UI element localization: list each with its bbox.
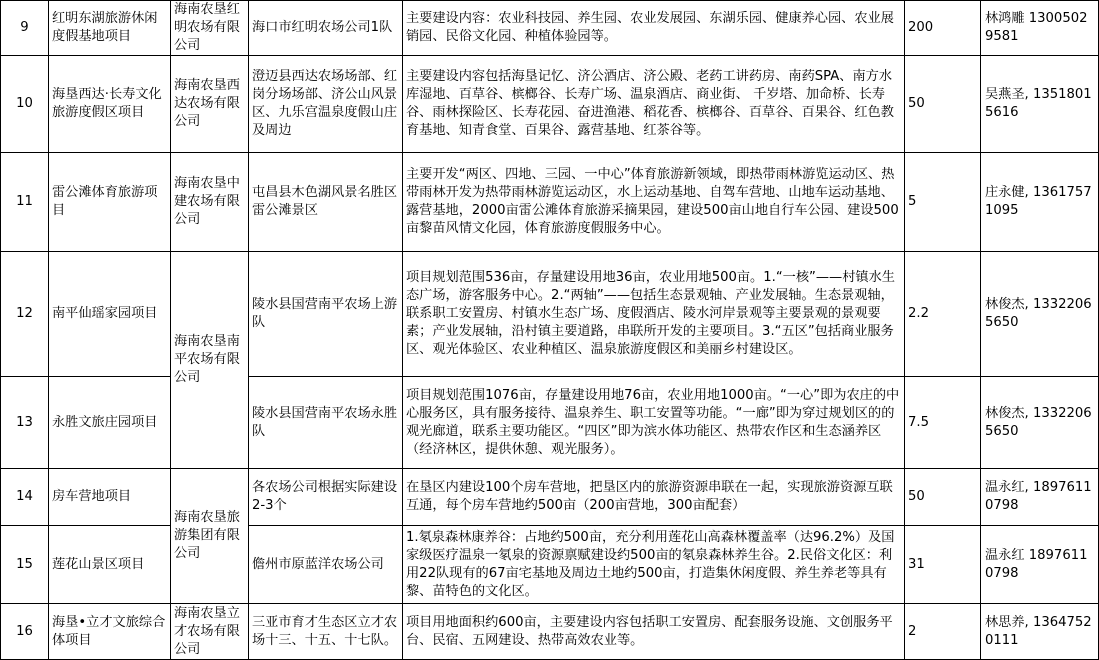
investment-amount: 200	[905, 1, 981, 56]
row-number: 15	[1, 526, 49, 604]
contact-person: 庄永健, 13617571095	[981, 153, 1099, 252]
row-number: 12	[1, 252, 49, 377]
company-name: 海南农垦西达农场有限公司	[171, 56, 249, 153]
table-row	[1, 469, 1099, 526]
table-row	[1, 526, 1099, 604]
company-name: 海南农垦红明农场有限公司	[171, 1, 249, 56]
table-row	[1, 56, 1099, 153]
investment-amount: 7.5	[905, 377, 981, 469]
project-location: 三亚市育才生态区立才农场十三、十五、十七队。	[249, 604, 403, 660]
table-row	[1, 377, 1099, 469]
project-location: 澄迈县西达农场场部、红岗分场场部、济公山风景区、九乐宫温泉度假山庄及周边	[249, 56, 403, 153]
contact-person: 林俊杰, 13322065650	[981, 377, 1099, 469]
row-number: 10	[1, 56, 49, 153]
project-name: 雷公滩体育旅游项目	[49, 153, 171, 252]
project-content: 主要开发“两区、四地、三园、一中心”体育旅游新领域，即热带雨林游览运动区、热带雨林开发为热带雨林游览运动区，水上运动基地、自驾车营地、山地车运动基地、露营基地，2000亩雷公滩体育旅游采摘果园，建设500亩山地自行车公园、建设500亩黎苗风情文化园，体育旅游度假服务中心。	[403, 153, 905, 252]
project-content: 项目用地面积约600亩，主要建设内容包括职工安置房、配套服务设施、文创服务平台、民宿、五网建设、热带高效农业等。	[403, 604, 905, 660]
project-location: 陵水县国营南平农场上游队	[249, 252, 403, 377]
row-number: 13	[1, 377, 49, 469]
investment-amount: 2	[905, 604, 981, 660]
investment-amount: 50	[905, 469, 981, 526]
project-name: 海垦•立才文旅综合体项目	[49, 604, 171, 660]
table-row	[1, 153, 1099, 252]
contact-person: 林鸿雕 13005029581	[981, 1, 1099, 56]
investment-amount: 2.2	[905, 252, 981, 377]
project-name: 永胜文旅庄园项目	[49, 377, 171, 469]
contact-person: 温永红, 18976110798	[981, 469, 1099, 526]
table-row	[1, 1, 1099, 56]
project-location: 海口市红明农场公司1队	[249, 1, 403, 56]
company-name: 海南农垦南平农场有限公司	[171, 252, 249, 469]
project-location: 屯昌县木色湖风景名胜区雷公滩景区	[249, 153, 403, 252]
project-name: 南平仙瑶家园项目	[49, 252, 171, 377]
project-content: 项目规划范围536亩，存量建设用地36亩，农业用地500亩。1.“一核”——村镇水生态广场，游客服务中心。2.“两轴”——包括生态景观轴、产业发展轴。生态景观轴，联系职工安置房、村镇水生态广场、度假酒店、陵水河岸景观等主要景观的景观要素；产业发展轴，沿村镇主要道路，串联所开发的主要项目。3.“五区”包括商业服务区、观光体验区、农业种植区、温泉旅游度假区和美丽乡村建设区。	[403, 252, 905, 377]
contact-person: 温永红 18976110798	[981, 526, 1099, 604]
investment-amount: 5	[905, 153, 981, 252]
project-location: 各农场公司根据实际建设2-3个	[249, 469, 403, 526]
row-number: 14	[1, 469, 49, 526]
project-content: 在垦区内建设100个房车营地，把垦区内的旅游资源串联在一起，实现旅游资源互联互通，每个房车营地约500亩（200亩营地，300亩配套）	[403, 469, 905, 526]
project-content: 主要建设内容包括海垦记忆、济公酒店、济公殿、老药工讲药房、南药SPA、南方水库湿地、百草谷、槟榔谷、长寿广场、温泉酒店、商业街、 千岁塔、加命桥、长寿谷、雨林探险区、长寿花园、奋进渔港、稻花香、槟榔谷、百草谷、百果谷、红色教育基地、知青食堂、百果谷、露营基地、红茶谷等。	[403, 56, 905, 153]
table-row	[1, 604, 1099, 660]
project-name: 红明东湖旅游休闲度假基地项目	[49, 1, 171, 56]
project-content: 1.氡泉森林康养谷：占地约500亩，充分利用莲花山高森林覆盖率（达96.2%）及国家级医疗温泉一氡泉的资源禀赋建设约500亩的氡泉森林养生谷。2.民俗文化区：利用22队现有的67亩宅基地及周边土地约500亩，打造集休闲度假、养生养老等具有黎、苗特色的文化区。	[403, 526, 905, 604]
project-content: 项目规划范围1076亩，存量建设用地76亩，农业用地1000亩。“一心”即为农庄的中心服务区，具有服务接待、温泉养生、职工安置等功能。“一廊”即为穿过规划区的的观光廊道，联系主要功能区。“四区”即为滨水体功能区、热带农作区和生态涵养区（经济林区，提供休憩、观光服务）。	[403, 377, 905, 469]
contact-person: 林思养, 13647520111	[981, 604, 1099, 660]
contact-person: 吴燕圣, 13518015616	[981, 56, 1099, 153]
project-location: 儋州市原蓝洋农场公司	[249, 526, 403, 604]
row-number: 16	[1, 604, 49, 660]
table-row	[1, 252, 1099, 377]
row-number: 9	[1, 1, 49, 56]
project-location: 陵水县国营南平农场永胜队	[249, 377, 403, 469]
project-content: 主要建设内容：农业科技园、养生园、农业发展园、东湖乐园、健康养心园、农业展销园、民俗文化园、种植体验园等。	[403, 1, 905, 56]
company-name: 海南农垦立才农场有限公司	[171, 604, 249, 660]
row-number: 11	[1, 153, 49, 252]
project-name: 莲花山景区项目	[49, 526, 171, 604]
investment-amount: 50	[905, 56, 981, 153]
project-name: 海垦西达·长寿文化旅游度假区项目	[49, 56, 171, 153]
company-name: 海南农垦旅游集团有限公司	[171, 469, 249, 604]
project-name: 房车营地项目	[49, 469, 171, 526]
investment-amount: 31	[905, 526, 981, 604]
contact-person: 林俊杰, 13322065650	[981, 252, 1099, 377]
company-name: 海南农垦中建农场有限公司	[171, 153, 249, 252]
